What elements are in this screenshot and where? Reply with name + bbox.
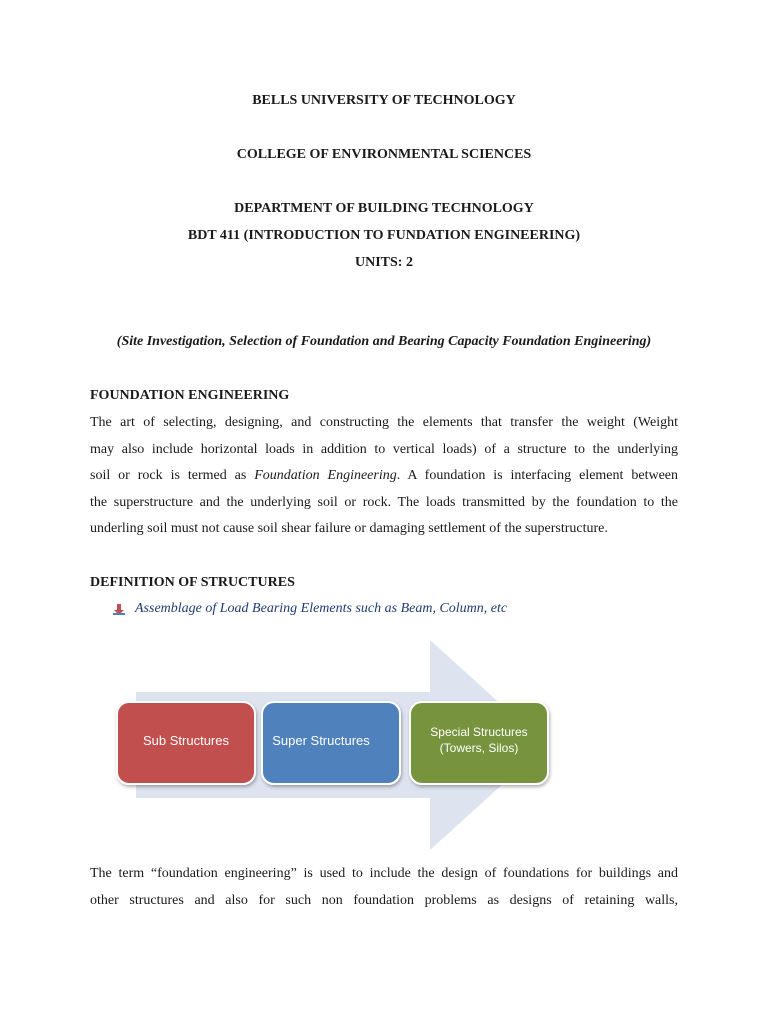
paragraph-line: underling soil must not cause soil shear failure or damaging settlement of the superstructure. <box>90 521 608 537</box>
special-structures-label: Special Structures <box>430 725 528 739</box>
section-heading-definition-of-structures: DEFINITION OF STRUCTURES <box>90 575 295 590</box>
foundation-term-paragraph <box>90 861 678 914</box>
paragraph-line: the superstructure and the underlying soil or rock. The loads transmitted by the foundation to the <box>90 494 678 510</box>
foundation-engineering-term: Foundation Engineering <box>254 468 397 484</box>
paragraph-line: other structures and also for such non foundation problems as designs of retaining walls, <box>90 892 678 908</box>
university-name: BELLS UNIVERSITY OF TECHNOLOGY <box>252 93 516 108</box>
super-structures-label: Super Structures <box>272 733 370 748</box>
section-heading-foundation-engineering: FOUNDATION ENGINEERING <box>90 388 290 403</box>
paragraph-text: soil or rock is termed as <box>90 468 255 484</box>
foundation-engineering-paragraph <box>90 410 678 543</box>
department-name: DEPARTMENT OF BUILDING TECHNOLOGY <box>234 201 534 216</box>
course-units: UNITS: 2 <box>355 255 413 270</box>
course-title: BDT 411 (INTRODUCTION TO FUNDATION ENGINEERING) <box>187 228 581 243</box>
arrow-bullet-icon <box>112 602 126 616</box>
paragraph-line: may also include horizontal loads in addition to vertical loads) of a structure to the underlying <box>90 441 678 457</box>
super-structures-box <box>262 702 400 784</box>
paragraph-line: The art of selecting, designing, and constructing the elements that transfer the weight (Weight <box>90 415 678 430</box>
bullet-item <box>112 601 507 617</box>
special-structures-examples: (Towers, Silos) <box>439 741 519 755</box>
special-structures-box <box>410 702 548 784</box>
document-subtitle: (Site Investigation, Selection of Foundation and Bearing Capacity Foundation Engineering) <box>116 334 652 349</box>
paragraph-line <box>90 463 678 490</box>
sub-structures-label: Sub Structures <box>143 733 229 748</box>
college-name: COLLEGE OF ENVIRONMENTAL SCIENCES <box>236 147 532 162</box>
structures-diagram <box>100 640 560 850</box>
paragraph-line: The term “foundation engineering” is used to include the design of foundations for buildings and <box>90 866 678 881</box>
bullet-text: Assemblage of Load Bearing Elements such as Beam, Column, etc <box>135 601 508 616</box>
sub-structures-box <box>117 702 255 784</box>
paragraph-text: . A foundation is interfacing element between <box>396 468 678 484</box>
